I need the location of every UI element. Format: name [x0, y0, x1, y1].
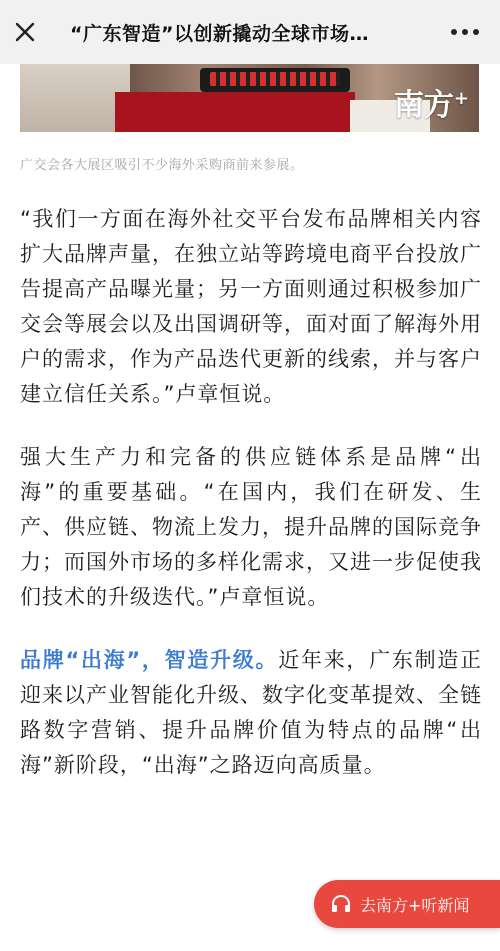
close-button[interactable]	[0, 0, 50, 64]
headphones-icon	[330, 893, 352, 915]
paragraph: “我们一方面在海外社交平台发布品牌相关内容扩大品牌声量，在独立站等跨境电商平台投放广告提高产品曝光量；另一方面则通过积极参加广交会等展会以及出国调研等，面对面了解海外用户的需求，作为产品迭代更新的线索，并与客户建立信任关系。”卢章恒说。	[20, 207, 482, 406]
paragraph-text: 近年来，广东制造正迎来以产业智能化升级、数字化变革提效、全链路数字营销、提升品牌价值为特点的品牌“出海”新阶段，“出海”之路迈向高质量。	[20, 648, 483, 777]
watermark-logo: 南方+	[393, 88, 469, 123]
top-bar	[0, 0, 500, 64]
article-photo	[20, 64, 479, 132]
close-icon	[14, 21, 36, 43]
photo-caption: 广交会各大展区吸引不少海外采购商前来参展。	[20, 158, 304, 173]
paragraph: 强大生产力和完备的供应链体系是品牌“出海”的重要基础。“在国内，我们在研发、生产、供应链、物流上发力，提升品牌的国际竞争力；而国外市场的多样化需求，又进一步促使我们技术的升级迭代。”卢章恒说。	[20, 445, 482, 609]
article-body	[20, 202, 482, 783]
more-button[interactable]	[430, 0, 500, 64]
more-icon	[450, 28, 480, 36]
highlight-text: 品牌“出海”，智造升级。	[20, 648, 279, 672]
listen-button-label: 去南方+听新闻	[360, 895, 470, 915]
listen-news-button[interactable]	[314, 880, 500, 928]
page-title: “广东智造”以创新撬动全球市场…	[70, 22, 369, 45]
paragraph	[20, 643, 482, 783]
